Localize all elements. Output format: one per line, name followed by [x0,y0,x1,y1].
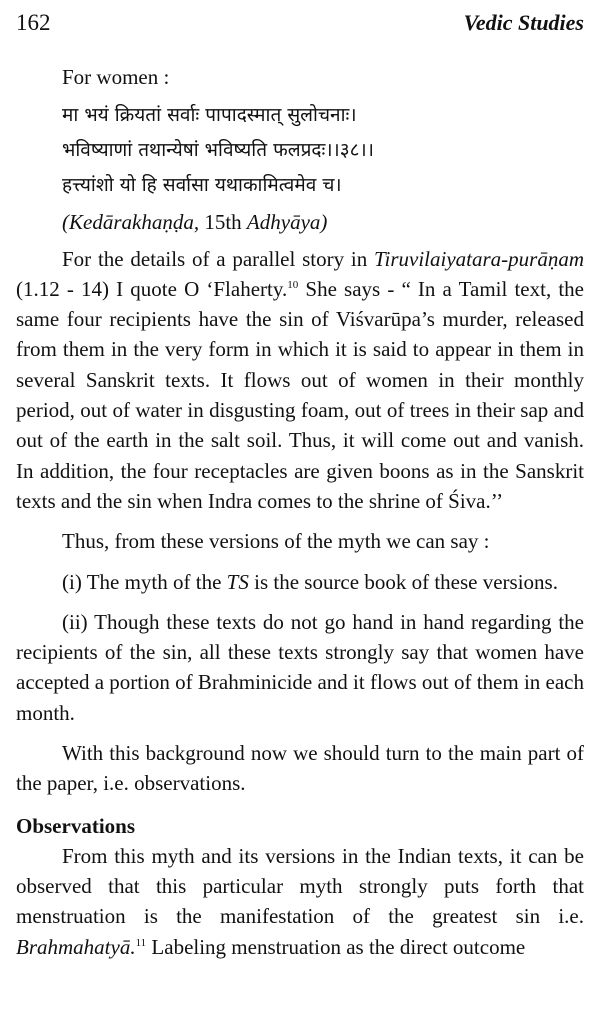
footnote-ref-11: 11 [135,936,147,949]
point-i-text-2: is the source book of these versions. [248,569,558,594]
paragraph-observations [16,841,584,962]
para1-text-1: For the details of a parallel story in [62,246,374,271]
para6-text-1: From this myth and its versions in the Indian texts, it can be observed that this particular myth strongly puts forth that menstruation is the manifestation of the greatest sin i.e. [16,843,584,929]
page-body [16,62,584,962]
running-title: Vedic Studies [463,10,584,35]
verse-line-3: हत्त्यांशो यो हि सर्वासा यथाकामित्वमेव च। [62,174,342,197]
citation-number: 15th [199,210,247,235]
verse-label: For women : [62,65,170,89]
para1-title: Tiruvilaiyatara-purāṇam [373,246,584,271]
paragraph-background: With this background now we should turn to the main part of the paper, i.e. observations. [16,741,584,796]
verse-citation [16,207,584,237]
para1-text-2: (1.12 - 14) I quote O ‘Flaherty. [16,276,288,301]
verse-line-1: मा भयं क्रियतां सर्वाः पापादस्मात् सुलोचनाः। [62,104,357,127]
point-i-text-1: (i) The myth of the [62,569,227,594]
para1-quote: She says - “ In a Tamil text, the same four recipients have the sin of Viśvarūpa’s murder, released from them in the very form in which it is said to appear in them in several Sanskrit texts. It flows out of women in their monthly period, out of water in disgusting foam, out of trees in their sap and out of the earth in the salt soil. Thus, it will come out and vanish. In addition, the four receptacles are given boons as in the Sanskrit texts and the sin when Indra comes to the shrine of Śiva.’’ [16,276,585,513]
para6-term: Brahmahatyā. [16,934,136,959]
footnote-ref-10: 10 [287,278,299,291]
citation-chapter: Adhyāya) [246,210,328,235]
paragraph-point-ii: (ii) Though these texts do not go hand in hand regarding the recipients of the sin, all these texts strongly say that women have accepted a portion of Brahminicide and it flows out of them in each month. [16,609,584,725]
point-i-ts: TS [226,569,249,594]
paragraph-versions-intro: Thus, from these versions of the myth we can say : [62,529,490,554]
paragraph-point-i [16,567,584,597]
page-header [16,10,584,42]
para6-text-2: Labeling menstruation as the direct outcome [146,934,526,959]
page-number: 162 [16,10,51,35]
verse-line-2: भविष्याणां तथान्येषां भविष्यति फलप्रदः।।३८।। [62,139,374,162]
paragraph-parallel-story [16,244,584,517]
section-heading-observations: Observations [16,813,136,838]
citation-source: (Kedārakhaṇḍa, [62,210,200,235]
